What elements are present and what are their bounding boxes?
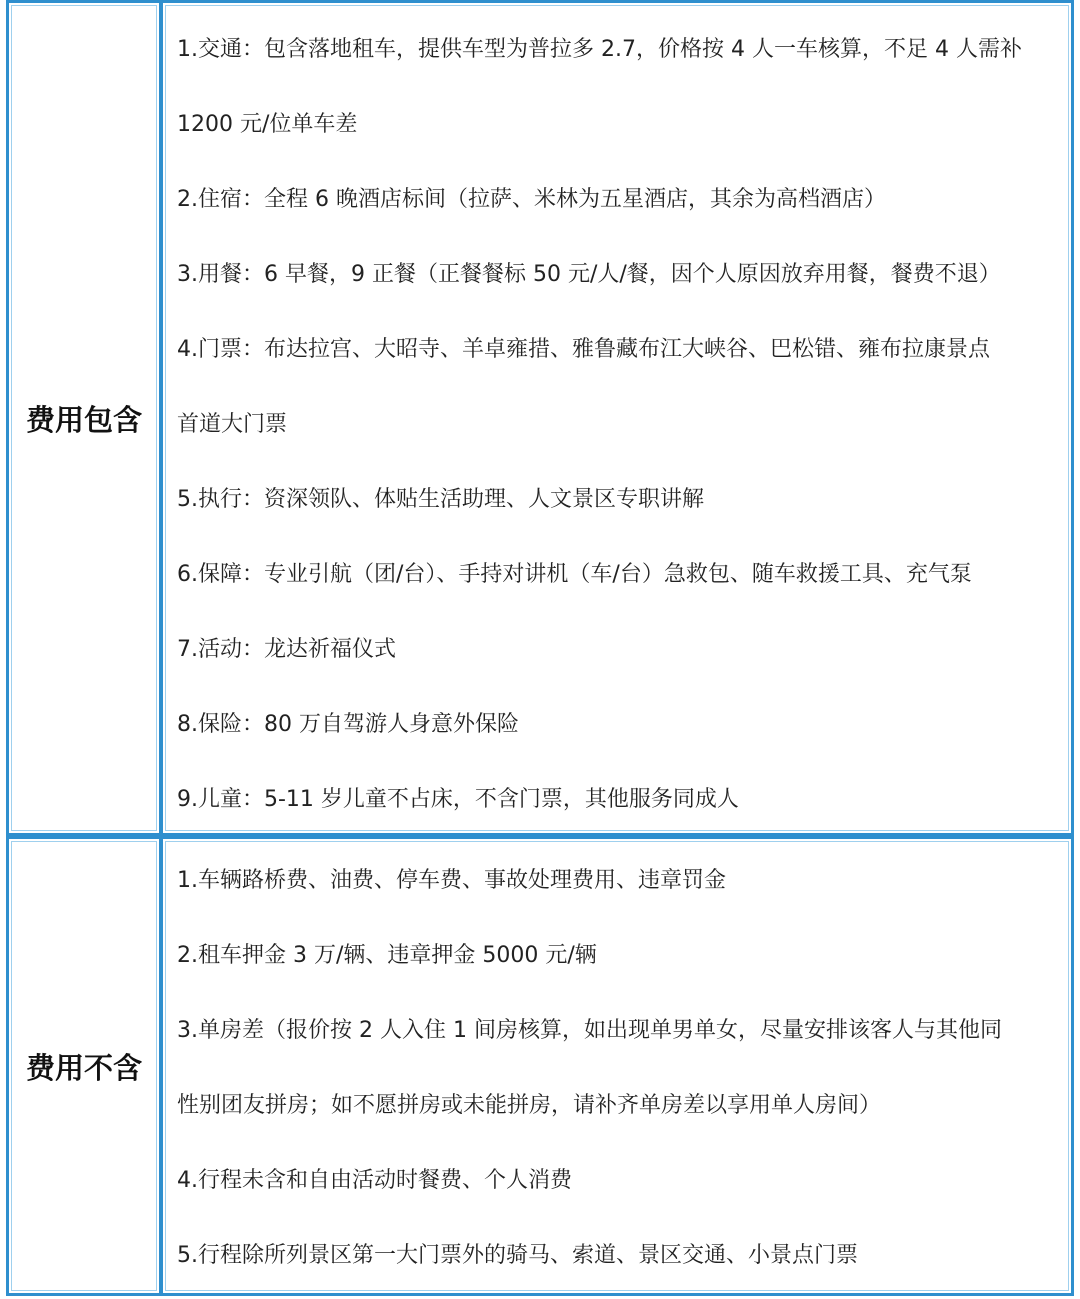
included-line: 6.保障：专业引航（团/台）、手持对讲机（车/台）急救包、随车救援工具、充气泵 <box>177 562 972 587</box>
included-content-cell <box>160 0 1074 836</box>
excluded-label: 费用不含 <box>25 1050 142 1085</box>
excluded-line: 1.车辆路桥费、油费、停车费、事故处理费用、违章罚金 <box>177 868 726 893</box>
excluded-line: 5.行程除所列景区第一大门票外的骑马、索道、景区交通、小景点门票 <box>177 1243 858 1268</box>
included-label: 费用包含 <box>25 402 142 437</box>
included-line: 8.保险：80 万自驾游人身意外保险 <box>177 712 519 737</box>
included-line: 1.交通：包含落地租车，提供车型为普拉多 2.7，价格按 4 人一车核算，不足 4 人需补 <box>177 37 1022 62</box>
excluded-line: 4.行程未含和自由活动时餐费、个人消费 <box>177 1168 572 1193</box>
included-line: 3.用餐：6 早餐，9 正餐（正餐餐标 50 元/人/餐，因个人原因放弃用餐，餐费不退） <box>177 262 1001 287</box>
included-line: 9.儿童：5-11 岁儿童不占床，不含门票，其他服务同成人 <box>177 787 739 812</box>
included-line: 2.住宿：全程 6 晚酒店标间（拉萨、米林为五星酒店，其余为高档酒店） <box>177 187 886 212</box>
included-line: 1200 元/位单车差 <box>177 112 358 137</box>
excluded-label-cell <box>6 836 162 1296</box>
excluded-content-cell <box>160 836 1074 1296</box>
included-line: 7.活动：龙达祈福仪式 <box>177 637 396 662</box>
included-line: 5.执行：资深领队、体贴生活助理、人文景区专职讲解 <box>177 487 704 512</box>
excluded-line: 性别团友拼房；如不愿拼房或未能拼房，请补齐单房差以享用单人房间） <box>177 1093 882 1118</box>
included-label-cell <box>6 0 162 836</box>
excluded-line: 2.租车押金 3 万/辆、违章押金 5000 元/辆 <box>177 943 597 968</box>
excluded-line: 3.单房差（报价按 2 人入住 1 间房核算，如出现单男单女，尽量安排该客人与其他同 <box>177 1018 1002 1043</box>
included-line: 首道大门票 <box>177 412 288 437</box>
included-line: 4.门票：布达拉宫、大昭寺、羊卓雍措、雅鲁藏布江大峡谷、巴松错、雍布拉康景点 <box>177 337 990 362</box>
